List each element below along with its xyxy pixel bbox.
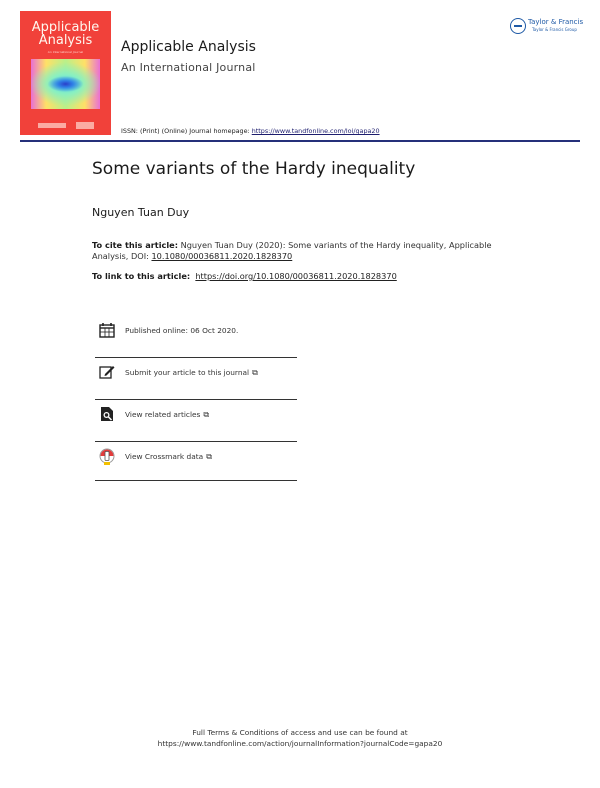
article-doi-url-link[interactable]: https://doi.org/10.1080/00036811.2020.1828370 [195,271,397,281]
article-link-line [92,271,397,281]
journal-subtitle: An International Journal [121,61,256,74]
citation-label: To cite this article: [92,240,178,250]
crossmark-icon [99,448,115,464]
publisher-tagline: Taylor & Francis Group [532,27,577,32]
footer-line-1: Full Terms & Conditions of access and use can be found at [192,728,408,737]
article-links-list [95,316,297,481]
cover-subtitle: An International Journal [47,50,84,54]
publisher-name: Taylor & Francis [528,18,584,26]
issn-text: ISSN: (Print) (Online) Journal homepage: [121,127,252,135]
external-link-icon: ⧉ [252,368,258,377]
journal-homepage-link[interactable]: https://www.tandfonline.com/loi/gapa20 [251,127,380,135]
crossmark-row[interactable] [95,442,297,481]
terms-footer [100,727,500,749]
calendar-icon [99,322,115,338]
citation-text: Nguyen Tuan Duy (2020): Some variants of the Hardy inequality, Applicable Analysis, DOI: [92,240,492,261]
article-title: Some variants of the Hardy inequality [92,159,416,179]
related-articles-link[interactable]: View related articles ⧉ [125,410,210,419]
header-divider [20,140,580,142]
related-articles-icon [99,406,115,422]
citation-doi-link[interactable]: 10.1080/00036811.2020.1828370 [151,251,293,261]
related-articles-row[interactable] [95,400,297,442]
cover-publisher-mark [38,123,66,128]
cover-logo-mark [76,122,94,129]
submit-article-row[interactable] [95,358,297,400]
cover-art [31,59,100,109]
published-online-label: Published online: 06 Oct 2020. [125,326,239,335]
edit-icon [99,364,115,380]
published-online-row [95,316,297,358]
journal-cover-image [20,11,111,135]
issn-line [121,127,380,135]
external-link-icon: ⧉ [206,452,212,461]
journal-title: Applicable Analysis [121,39,256,55]
article-author: Nguyen Tuan Duy [92,206,190,219]
publisher-logo [510,18,590,36]
footer-terms-link[interactable]: https://www.tandfonline.com/action/journalInformation?journalCode=gapa20 [157,739,443,748]
article-link-label: To link to this article: [92,271,191,281]
publisher-logo-icon [510,18,526,34]
external-link-icon: ⧉ [203,410,210,419]
citation [92,240,512,262]
crossmark-link[interactable]: View Crossmark data ⧉ [125,452,212,461]
cover-title: Applicable Analysis [31,20,100,48]
submit-article-link[interactable]: Submit your article to this journal ⧉ [125,368,258,377]
